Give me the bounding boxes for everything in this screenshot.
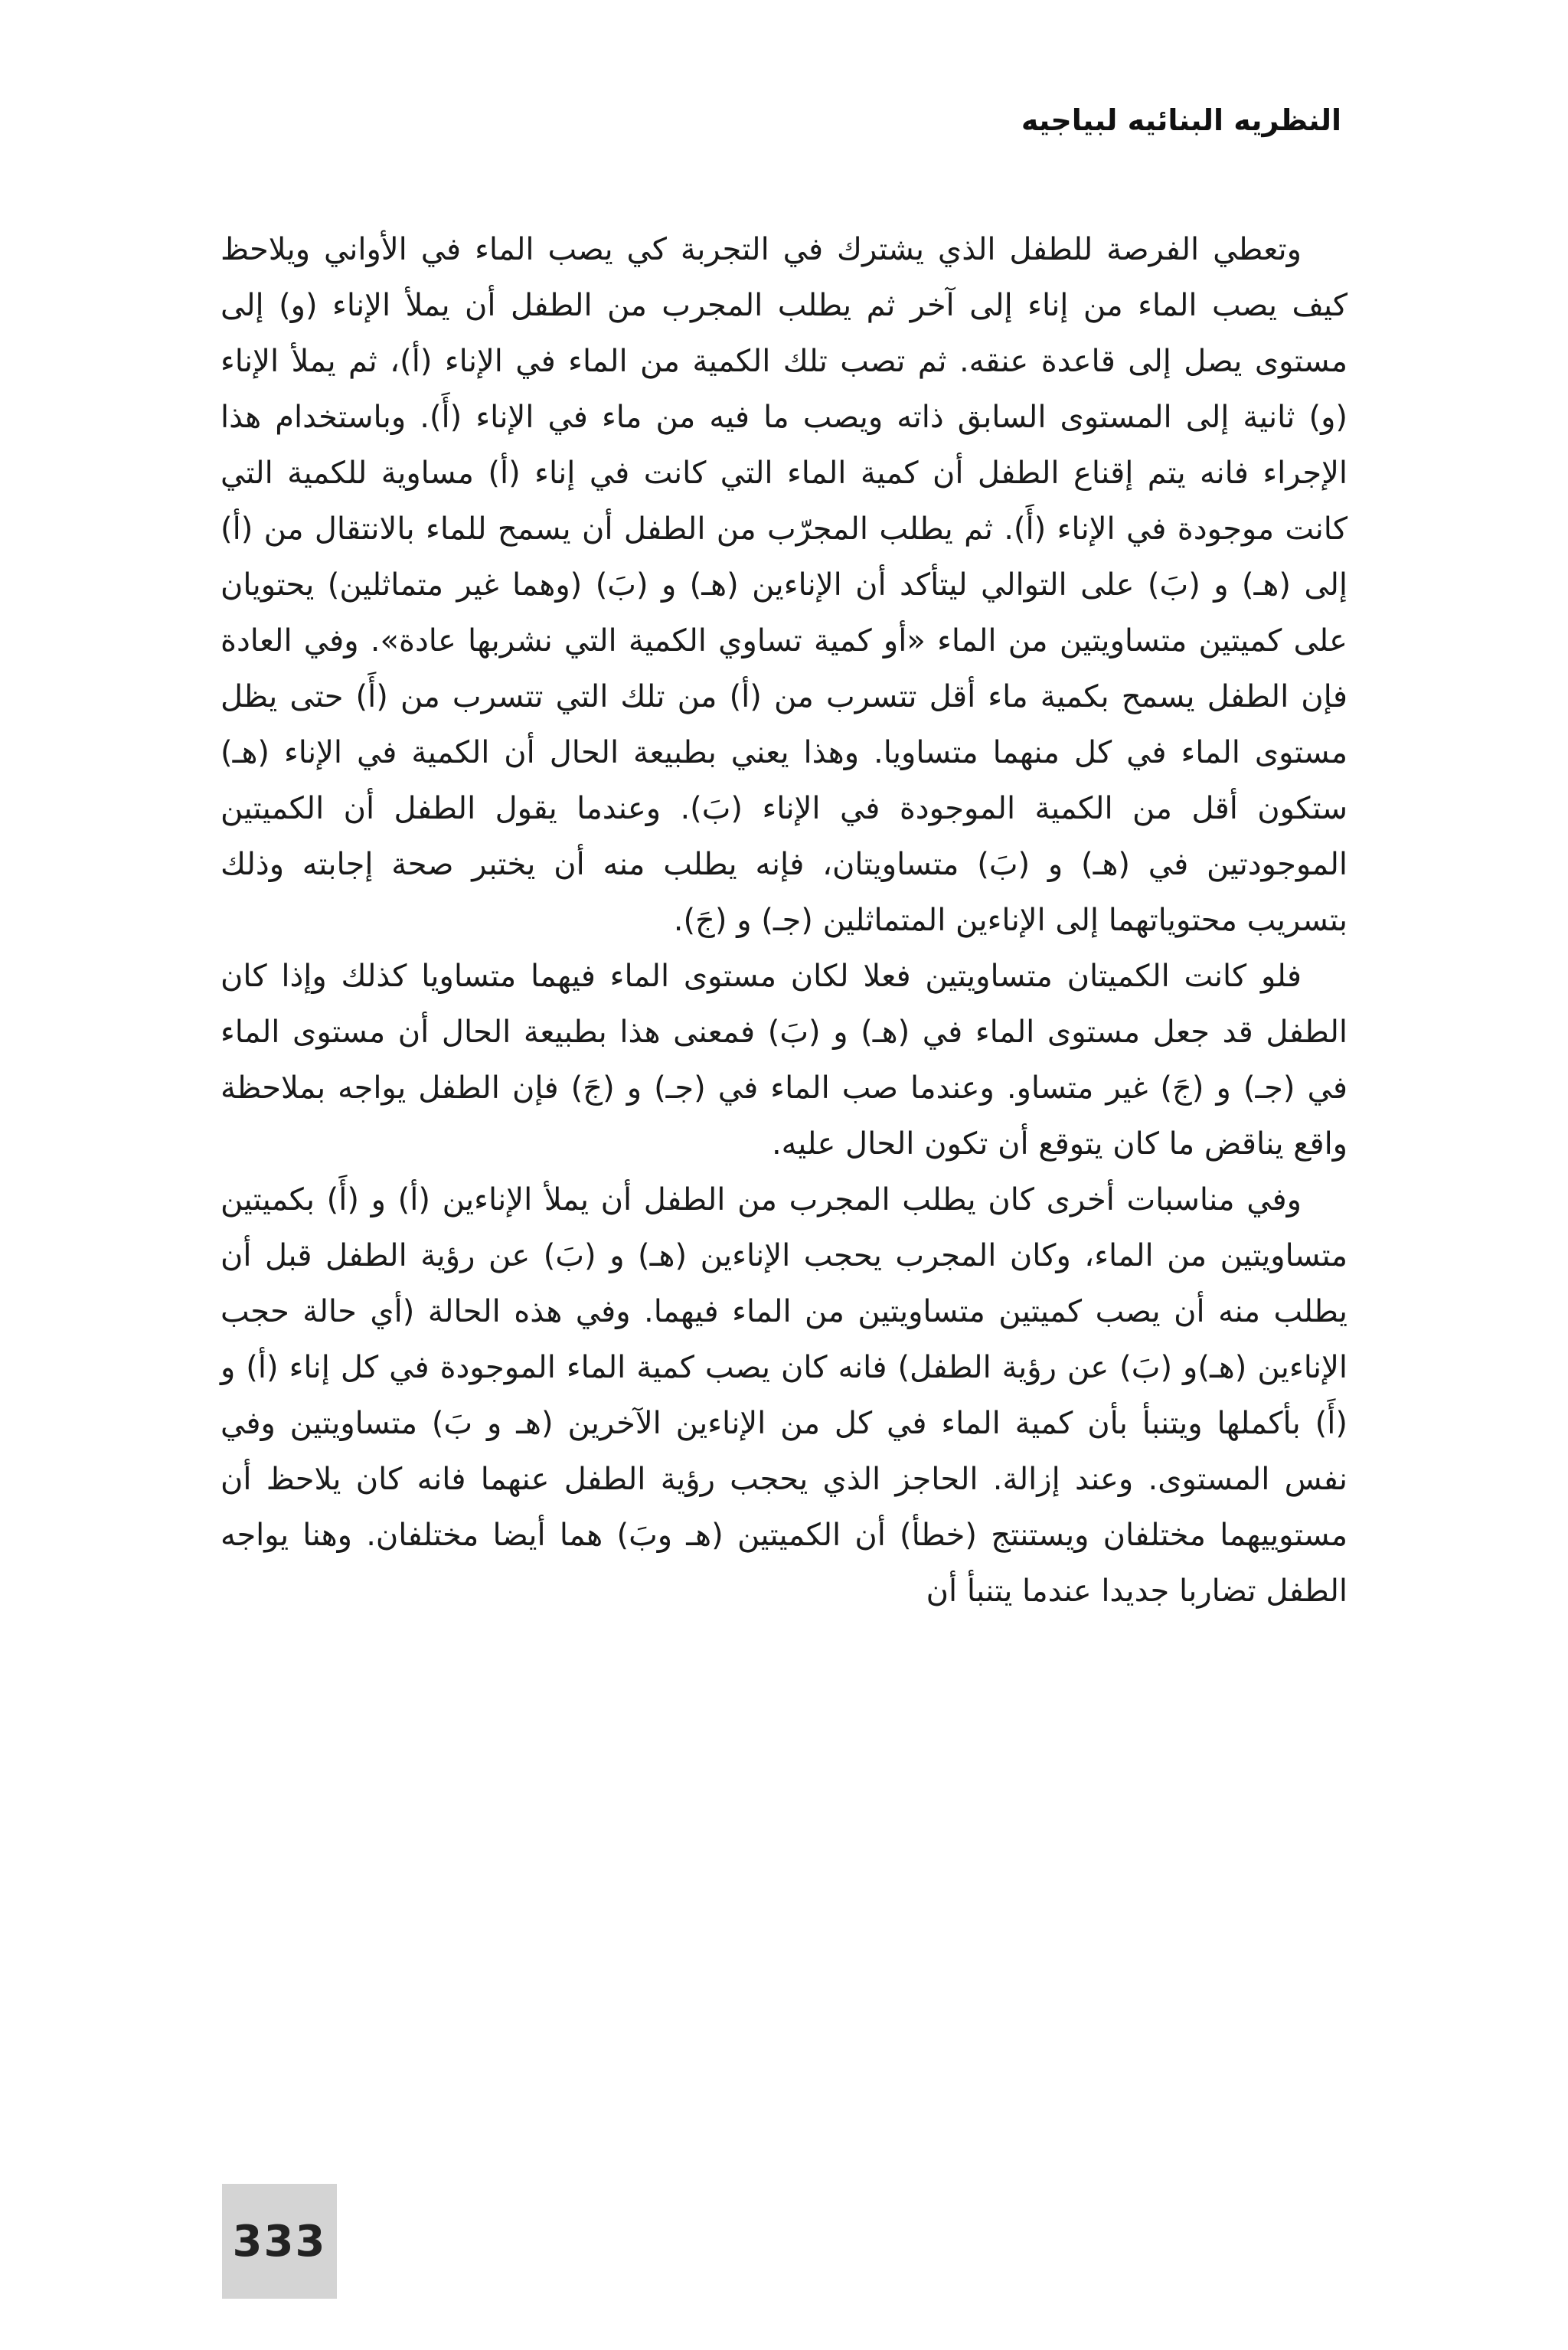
paragraph-2: فلو كانت الكميتان متساويتين فعلا لكان مستوى الماء فيهما متساويا كذلك وإذا كان الطفل قد جعل مستوى الماء في (هـ) و (بَ) فمعنى هذا بطبيعة الحال أن مستوى الماء في (جـ) و (جَ) غير متساو. وعندما صب الماء في (جـ) و (جَ) فإن الطفل يواجه بملاحظة واقع يناقض ما كان يتوقع أن تكون الحال عليه.	[220, 959, 1348, 1162]
page-number-box	[222, 2184, 337, 2299]
running-header-title: النظريه البنائيه لبياجيه	[1021, 103, 1341, 137]
paragraph-3: وفي مناسبات أخرى كان يطلب المجرب من الطفل أن يملأ الإناءين (أ) و (أَ) بكميتين متساويتين من الماء، وكان المجرب يحجب الإناءين (هـ) و (بَ) عن رؤية الطفل قبل أن يطلب منه أن يصب كميتين متساويتين من الماء فيهما. وفي هذه الحالة (أي حالة حجب الإناءين (هـ)و (بَ) عن رؤية الطفل) فانه كان يصب كمية الماء الموجودة في كل إناء (أ) و (أَ) بأكملها ويتنبأ بأن كمية الماء في كل من الإناءين الآخرين (هـ و بَ) متساويتين وفي نفس المستوى. وعند إزالة. الحاجز الذي يحجب رؤية الطفل عنهما فانه كان يلاحظ أن مستوييهما مختلفان ويستنتج (خطأ) أن الكميتين (هـ وبَ) هما أيضا مختلفان. وهنا يواجه الطفل تضاربا جديدا عندما يتنبأ أن	[220, 1182, 1348, 1609]
page-number: 333	[232, 2216, 327, 2267]
paragraph-1: وتعطي الفرصة للطفل الذي يشترك في التجربة كي يصب الماء في الأواني ويلاحظ كيف يصب الماء من إناء إلى آخر ثم يطلب المجرب من الطفل أن يملأ الإناء (و) إلى مستوى يصل إلى قاعدة عنقه. ثم تصب تلك الكمية من الماء في الإناء (أ)، ثم يملأ الإناء (و) ثانية إلى المستوى السابق ذاته ويصب ما فيه من ماء في الإناء (أَ). وباستخدام هذا الإجراء فانه يتم إقناع الطفل أن كمية الماء التي كانت في إناء (أ) مساوية للكمية التي كانت موجودة في الإناء (أَ). ثم يطلب المجرّب من الطفل أن يسمح للماء بالانتقال من (أ) إلى (هـ) و (بَ) على التوالي ليتأكد أن الإناءين (هـ) و (بَ) (وهما غير متماثلين) يحتويان على كميتين متساويتين من الماء «أو كمية تساوي الكمية التي نشربها عادة». وفي العادة فإن الطفل يسمح بكمية ماء أقل تتسرب من (أ) من تلك التي تتسرب من (أَ) حتى يظل مستوى الماء في كل منهما متساويا. وهذا يعني بطبيعة الحال أن الكمية في الإناء (هـ) ستكون أقل من الكمية الموجودة في الإناء (بَ). وعندما يقول الطفل أن الكميتين الموجودتين في (هـ) و (بَ) متساويتان، فإنه يطلب منه أن يختبر صحة إجابته وذلك بتسريب محتوياتهما إلى الإناءين المتماثلين (جـ) و (جَ).	[220, 232, 1348, 938]
body-text	[220, 222, 1348, 1620]
